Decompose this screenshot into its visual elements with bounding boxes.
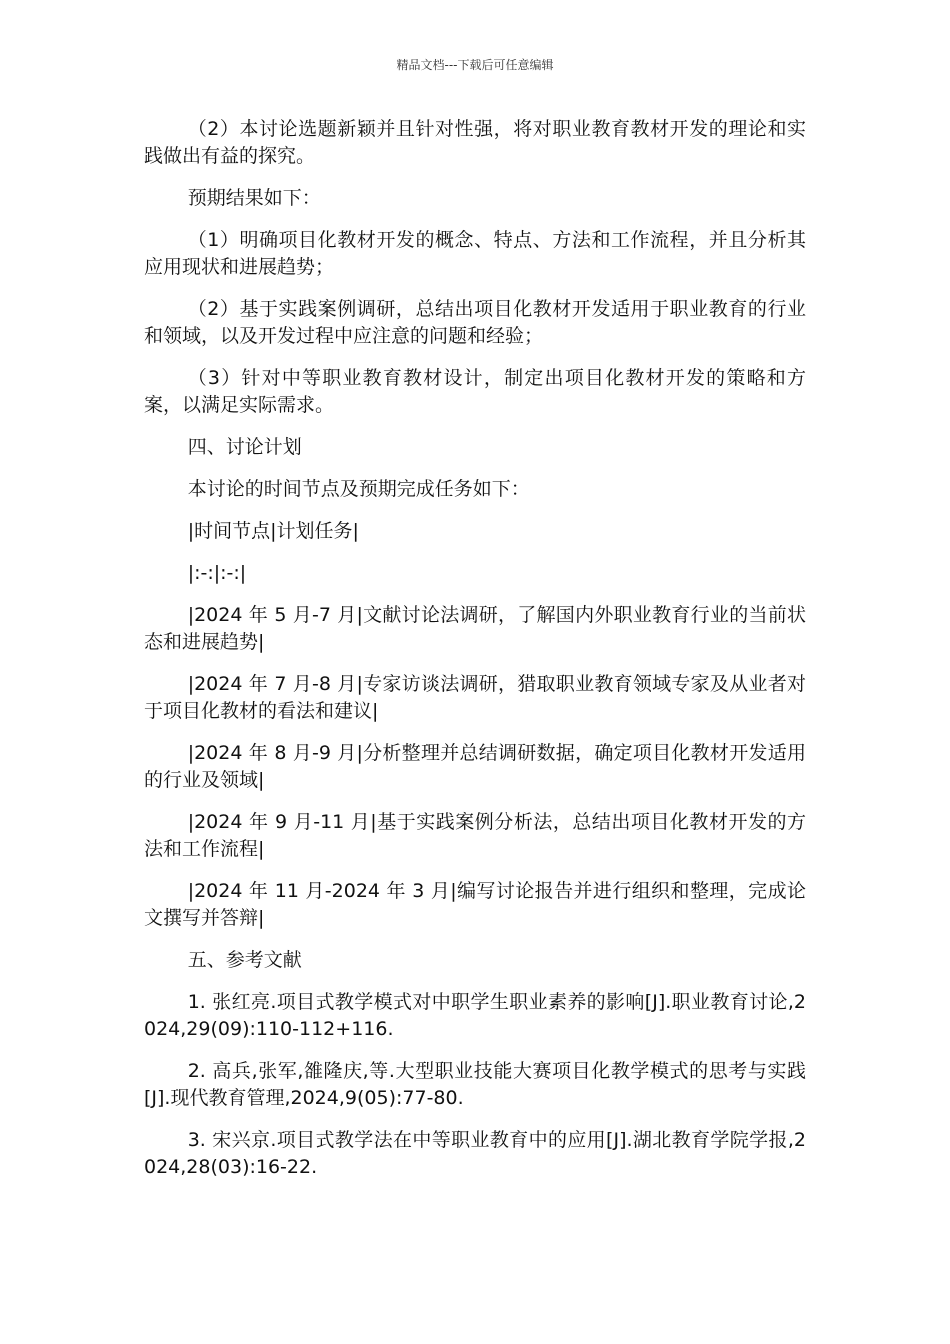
- paragraph-result-2: （2）基于实践案例调研，总结出项目化教材开发适用于职业教育的行业和领域，以及开发过程中应注意的问题和经验；: [144, 298, 806, 347]
- paragraph-plan-intro: 本讨论的时间节点及预期完成任务如下：: [187, 478, 530, 500]
- section-heading-plan: 四、讨论计划: [187, 436, 302, 458]
- paragraph-result-3: （3）针对中等职业教育教材设计，制定出项目化教材开发的策略和方案，以满足实际需求。: [144, 367, 806, 416]
- table-row: |2024 年 11 月-2024 年 3 月|编写讨论报告并进行组织和整理，完成论文撰写并答辩|: [144, 880, 806, 929]
- document-body: [144, 116, 806, 1196]
- page-header: 精品文档---下载后可任意编辑: [396, 58, 554, 72]
- paragraph-expected-results-intro: 预期结果如下：: [187, 187, 321, 209]
- table-row: |2024 年 9 月-11 月|基于实践案例分析法，总结出项目化教材开发的方法和工作流程|: [144, 811, 806, 860]
- table-row: |2024 年 8 月-9 月|分析整理并总结调研数据，确定项目化教材开发适用的行业及领域|: [144, 742, 806, 791]
- reference-item: 1. 张红亮.项目式教学模式对中职学生职业素养的影响[J].职业教育讨论,2024,29(09):110-112+116.: [144, 991, 806, 1040]
- table-align-row: |:-:|:-:|: [187, 562, 247, 584]
- paragraph-feature-2: （2）本讨论选题新颖并且针对性强，将对职业教育教材开发的理论和实践做出有益的探究。: [144, 118, 806, 167]
- table-row: |2024 年 7 月-8 月|专家访谈法调研，猎取职业教育领域专家及从业者对于项目化教材的看法和建议|: [144, 673, 806, 722]
- reference-item: 3. 宋兴京.项目式教学法在中等职业教育中的应用[J].湖北教育学院学报,2024,28(03):16-22.: [144, 1129, 806, 1178]
- table-row: |2024 年 5 月-7 月|文献讨论法调研，了解国内外职业教育行业的当前状态和进展趋势|: [144, 604, 806, 653]
- section-heading-references: 五、参考文献: [187, 949, 302, 971]
- table-header-row: |时间节点|计划任务|: [187, 520, 359, 542]
- paragraph-result-1: （1）明确项目化教材开发的概念、特点、方法和工作流程，并且分析其应用现状和进展趋势；: [144, 229, 806, 278]
- reference-item: 2. 高兵,张军,雒隆庆,等.大型职业技能大赛项目化教学模式的思考与实践[J].现代教育管理,2024,9(05):77-80.: [144, 1060, 806, 1109]
